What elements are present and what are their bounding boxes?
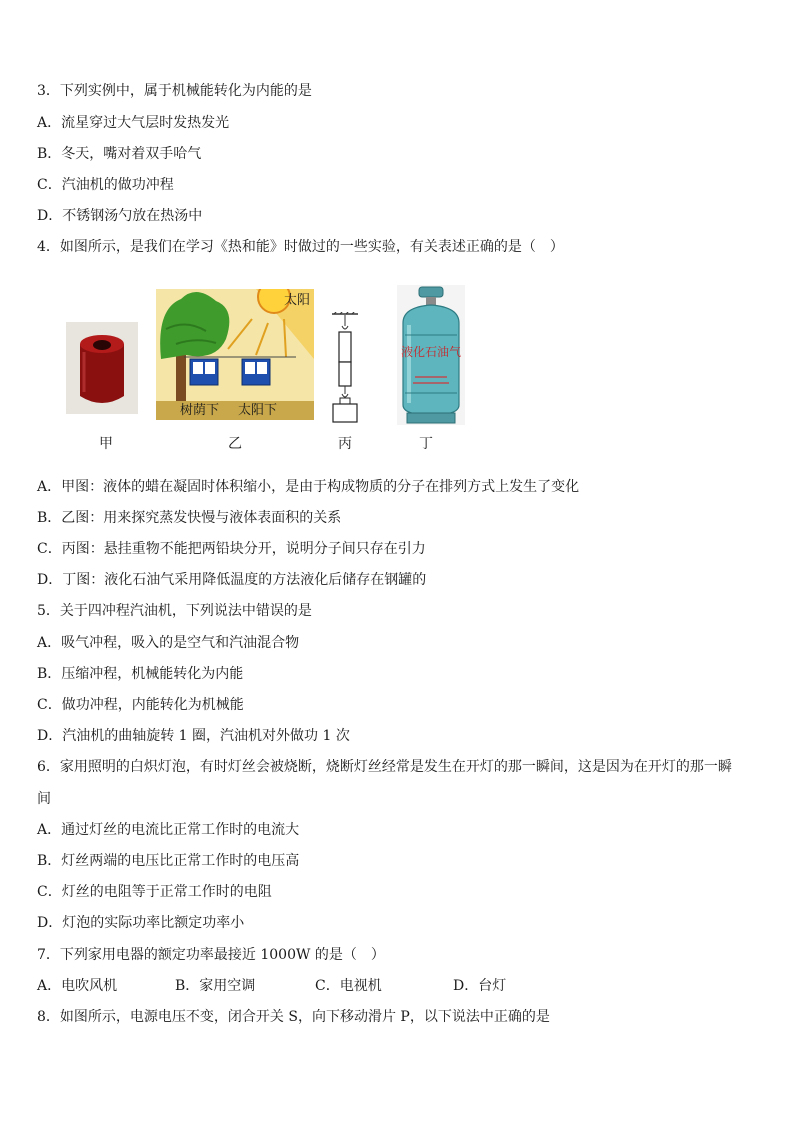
q7-option-d: D．台灯	[453, 978, 507, 994]
q4-option-a: A．甲图：液体的蜡在凝固时体积缩小，是由于构成物质的分子在排列方式上发生了变化	[37, 479, 580, 495]
q3-stem: 3．下列实例中，属于机械能转化为内能的是	[37, 83, 312, 99]
q5-option-c: C．做功冲程，内能转化为机械能	[37, 697, 244, 713]
q7-stem: 7．下列家用电器的额定功率最接近 1000W 的是（ ）	[37, 947, 385, 963]
q4-option-d: D．丁图：液化石油气采用降低温度的方法液化后储存在钢罐的	[37, 572, 427, 588]
q5-option-d: D．汽油机的曲轴旋转 1 圈，汽油机对外做功 1 次	[37, 728, 350, 744]
q6-option-b: B．灯丝两端的电压比正常工作时的电压高	[37, 853, 300, 869]
q7-option-c: C．电视机	[315, 978, 382, 994]
caption-jia: 甲	[99, 436, 113, 452]
yi-sun-label: 太阳	[283, 293, 310, 308]
q6-option-d: D．灯泡的实际功率比额定功率小	[37, 915, 245, 931]
q4-stem: 4．如图所示，是我们在学习《热和能》时做过的一些实验，有关表述正确的是（ ）	[37, 239, 564, 255]
q6-stem-line2: 间	[37, 791, 51, 807]
figure-bing-lead-blocks-image	[328, 312, 362, 424]
yi-sun-side-label: 太阳下	[238, 403, 278, 418]
q8-stem: 8．如图所示，电源电压不变，闭合开关 S，向下移动滑片 P，以下说法中正确的是	[37, 1009, 550, 1025]
q4-option-b: B．乙图：用来探究蒸发快慢与液体表面积的关系	[37, 510, 342, 526]
q5-stem: 5．关于四冲程汽油机，下列说法中错误的是	[37, 603, 312, 619]
q3-option-d: D．不锈钢汤勺放在热汤中	[37, 208, 203, 224]
q7-option-b: B．家用空调	[175, 978, 256, 994]
caption-ding: 丁	[419, 436, 433, 452]
figure-yi-evaporation-image	[156, 289, 314, 420]
q6-option-a: A．通过灯丝的电流比正常工作时的电流大	[37, 822, 300, 838]
q7-option-a: A．电吹风机	[37, 978, 118, 994]
q5-option-a: A．吸气冲程，吸入的是空气和汽油混合物	[37, 635, 300, 651]
q3-option-a: A．流星穿过大气层时发热发光	[37, 115, 230, 131]
q4-option-c: C．丙图：悬挂重物不能把两铅块分开，说明分子间只存在引力	[37, 541, 426, 557]
figure-ding-lpg-tank-image	[397, 285, 465, 425]
ding-tank-label: 液化石油气	[401, 345, 462, 359]
yi-shade-label: 树荫下	[180, 403, 220, 418]
caption-bing: 丙	[338, 436, 352, 452]
q6-stem-line1: 6．家用照明的白炽灯泡，有时灯丝会被烧断，烧断灯丝经常是发生在开灯的那一瞬间，这是因为在开灯的那一瞬	[37, 759, 732, 775]
q5-option-b: B．压缩冲程，机械能转化为内能	[37, 666, 244, 682]
figure-jia-wax-image	[66, 322, 138, 414]
q3-option-c: C．汽油机的做功冲程	[37, 177, 174, 193]
caption-yi: 乙	[228, 436, 242, 452]
q6-option-c: C．灯丝的电阻等于正常工作时的电阻	[37, 884, 272, 900]
q3-option-b: B．冬天，嘴对着双手哈气	[37, 146, 202, 162]
